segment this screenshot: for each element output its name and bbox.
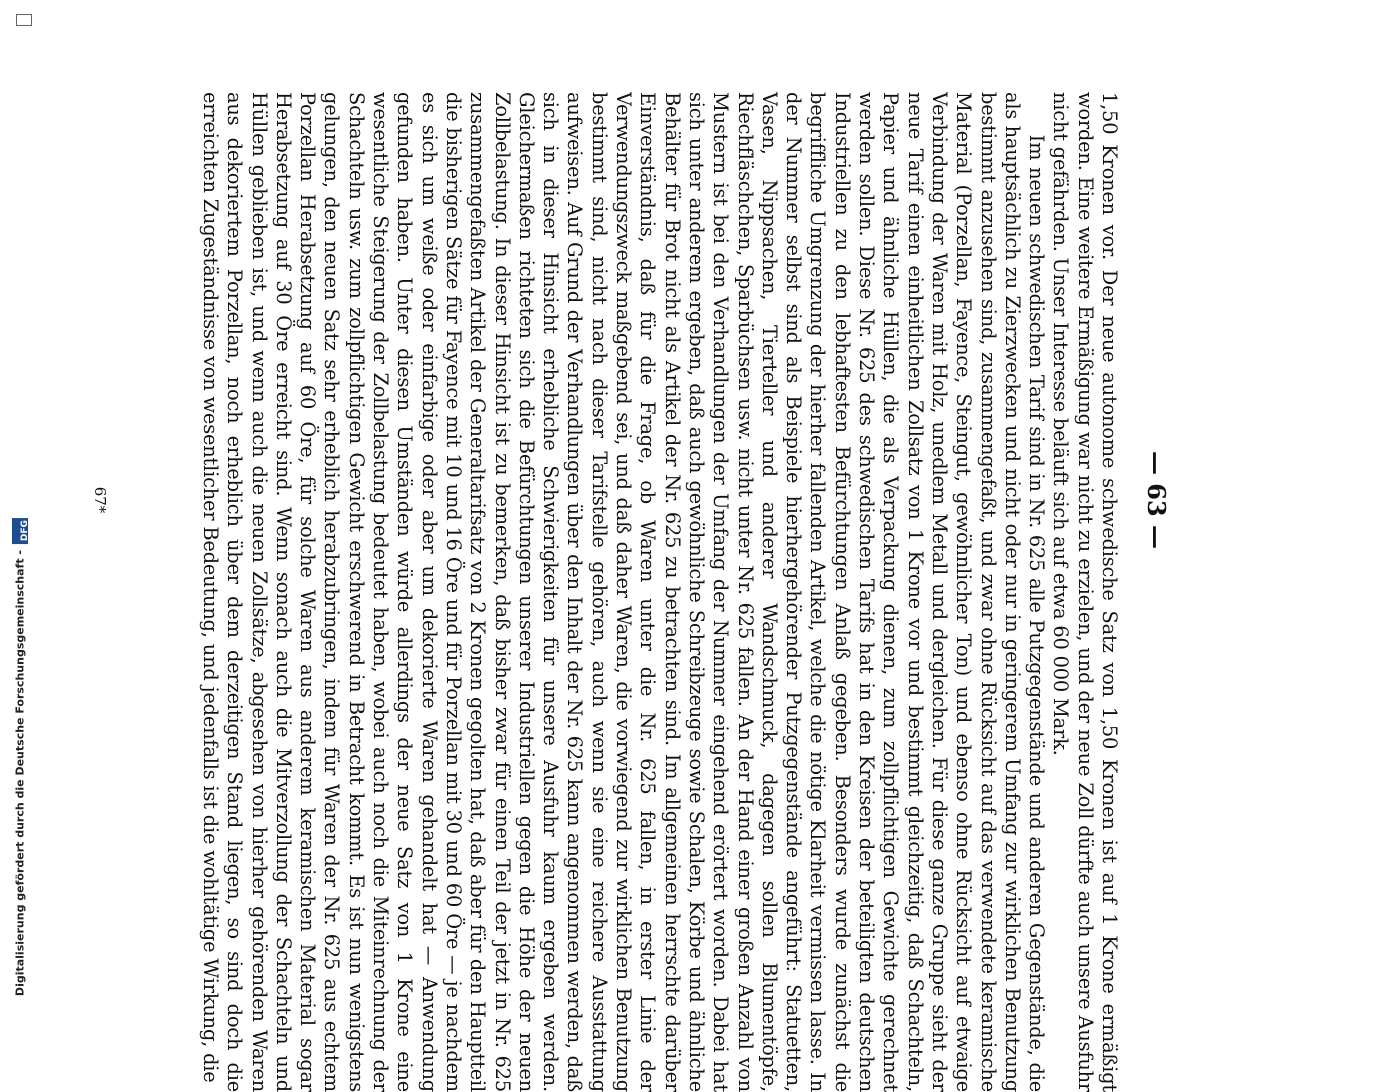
signature-mark: 67* [91,486,109,514]
dfg-logo-icon: DFG [12,518,28,544]
scanned-page [91,60,1281,1092]
digitization-footer [12,518,28,996]
paragraph-1: 1,50 Kronen vor. Der neue autonome schwedische Satz von 1,50 Kronen ist auf 1 Krone ermäßigt worden. Eine weitere Ermäßigung war nicht zu erzielen, und der neue Zoll dürfte auch unsere Ausfuhr nicht gefährden. Unser Interesse beläuft sich auf etwa 60 000 Mark. [1049,92,1121,1092]
paragraph-2: Im neuen schwedischen Tarif sind in Nr. 625 alle Putzgegenstände und anderen Gegenstände, die als hauptsächlich zu Zierzwecken und nicht oder nur in geringerem Umfang zur wirklichen Benutzung bestimmt anzusehen sind, zusammengefaßt, und zwar ohne Rücksicht auf das verwendete keramische Material (Porzellan, Fayence, Steingut, gewöhnlicher Ton) und ebenso ohne Rücksicht auf etwaige Verbindung der Waren mit Holz, unedlem Metall und dergleichen. Für diese ganze Gruppe sieht der neue Tarif einen einheitlichen Zollsatz von 1 Krone vor und bestimmt gleichzeitig, daß Schachteln, Papier und ähnliche Hüllen, die als Verpackung dienen, zum zollpflichtigen Gewichte gerechnet werden sollen. Diese Nr. 625 des schwedischen Tarifs hat in den Kreisen der beteiligten deutschen Industriellen zu den lebhaftesten Befürchtungen Anlaß gegeben. Besonders wurde zunächst die begriffliche Umgrenzung der hierher fallenden Artikel, welche die nötige Klarheit vermissen lasse. In der Nummer selbst sind als Beispiele hierhergehörender Putzgegenstände angeführt: Statuetten, Vasen, Nippsachen, Tierteller und anderer Wandschmuck, dagegen sollen Blumentöpfe, Riechfläschchen, Sparbüchsen usw. nicht unter Nr. 625 fallen. An der Hand einer großen Anzahl von Mustern ist bei den Verhandlungen der Umfang der Nummer eingehend erörtert worden. Dabei hat sich unter anderem ergeben, daß auch gewöhnliche Schreibzeuge sowie Schalen, Körbe und ähnliche Behälter für Brot nicht als Artikel der Nr. 625 zu betrachten sind. Im allgemeinen herrschte darüber Einverständnis, daß für die Frage, ob Waren unter die Nr. 625 fallen, in erster Linie der Verwendungszweck maßgebend sei, und daß daher Waren, die vorwiegend zur wirklichen Benutzung bestimmt sind, nicht nach dieser Tarifstelle gehören, auch wenn sie eine reichere Ausstattung aufweisen. Auf Grund der Verhandlungen über den Inhalt der Nr. 625 kann angenommen werden, daß sich in dieser Hinsicht erhebliche Schwierigkeiten für unsere Ausfuhr kaum ergeben werden. Gleichermaßen richteten sich die Befürchtungen unserer Industriellen gegen die Höhe der neuen Zollbelastung. In dieser Hinsicht ist zu bemerken, daß bisher zwar für einen Teil der jetzt in Nr. 625 zusammengefaßten Artikel der Generaltarifsatz von 2 Kronen gegolten hat, daß aber für den Hauptteil die bisherigen Sätze für Fayence mit 10 und 16 Öre und für Porzellan mit 30 und 60 Öre — je nachdem es sich um weiße oder einfarbige oder aber um dekorierte Waren gehandelt hat — Anwendung gefunden haben. Unter diesen Umständen würde allerdings der neue Satz von 1 Krone eine wesentliche Steigerung der Zollbelastung bedeutet haben, wobei auch noch die Miteinrechnung der Schachteln usw. zum zollpflichtigen Gewicht erschwerend in Betracht kommt. Es ist nun wenigstens gelungen, den neuen Satz sehr erheblich herabzubringen, indem für Waren der Nr. 625 aus echtem Porzellan Herabsetzung auf 60 Öre, für solche Waren aus anderem keramischen Material sogar Herabsetzung auf 30 Öre erreicht sind. Wenn sonach auch die Mitverzollung der Schachteln und Hüllen geblieben ist, und wenn auch die neuen Zollsätze, abgesehen von hierher gehörenden Waren aus dekoriertem Porzellan, noch erheblich über dem derzeitigen Stand liegen, so sind doch die erreichten Zugeständnisse von wesentlicher Bedeutung, und jedenfalls ist die wohltätige Wirkung, die [199,92,1049,1092]
footer-credit: Digitalisierung gefördert durch die Deutsche Forschungsgemeinschaft - [13,549,27,996]
page-number: — 63 — [1142,450,1171,550]
body-text [198,92,1121,1092]
scan-corner-mark [16,14,32,26]
